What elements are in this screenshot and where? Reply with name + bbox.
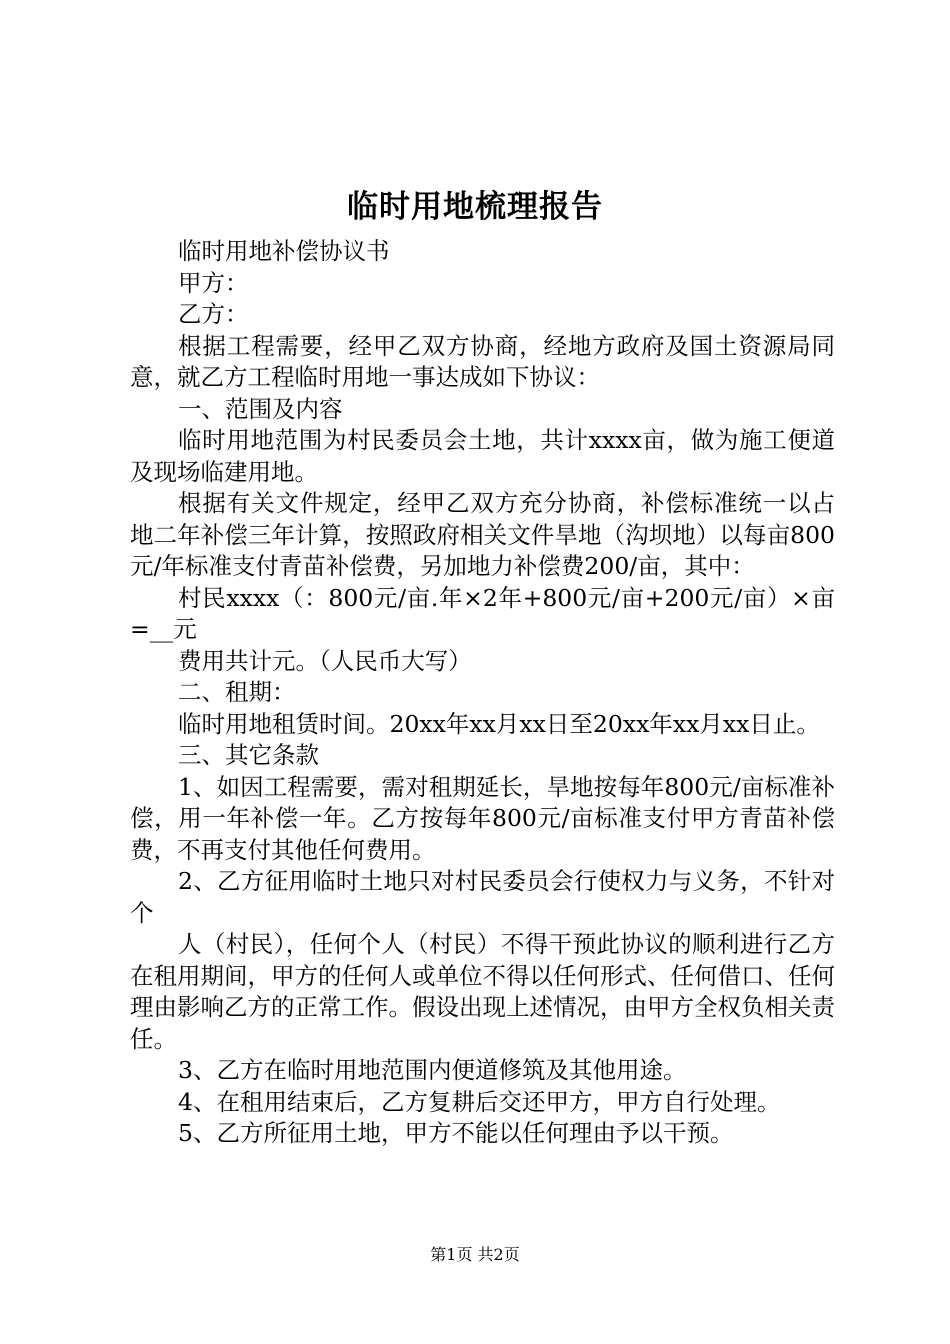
clause-2-paragraph: 2、乙方征用临时土地只对村民委员会行使权力与义务，不针对个 (130, 867, 835, 927)
page-number-footer: 第1页 共2页 (430, 1245, 520, 1264)
section-heading-other-terms: 三、其它条款 (178, 741, 319, 769)
clause-1-paragraph: 1、如因工程需要，需对租期延长，旱地按每年800元/亩标准补偿，用一年补偿一年。乙方按每年800元/亩标准支付甲方青苗补偿费，不再支付其他任何费用。 (130, 772, 835, 864)
clause-3-paragraph: 3、乙方在临时用地范围内便道修筑及其他用途。 (178, 1056, 687, 1084)
clause-5-paragraph: 5、乙方所征用土地，甲方不能以任何理由予以干预。 (178, 1119, 734, 1147)
villager-formula-paragraph: 村民xxxx（：800元/亩.年×2年+800元/亩+200元/亩）×亩=__元 (130, 583, 835, 643)
party-a-line: 甲方： (178, 268, 249, 297)
preamble-paragraph: 根据工程需要，经甲乙双方协商，经地方政府及国土资源局同意，就乙方工程临时用地一事达成如下协议： (130, 331, 835, 391)
party-b-line: 乙方： (178, 300, 249, 328)
document-title: 临时用地梳理报告 (347, 189, 603, 225)
section-heading-lease-term: 二、租期： (178, 678, 296, 706)
clause-2-continued-paragraph: 人（村民），任何个人（村民）不得干预此协议的顺利进行乙方在租用期间，甲方的任何人或单位不得以任何形式、任何借口、任何理由影响乙方的正常工作。假设出现上述情况，由甲方全权负相关责任。 (130, 930, 835, 1053)
agreement-heading: 临时用地补偿协议书 (178, 237, 390, 265)
total-fee-paragraph: 费用共计元。（人民币大写） (178, 646, 472, 675)
clause-4-paragraph: 4、在租用结束后，乙方复耕后交还甲方，甲方自行处理。 (178, 1087, 781, 1116)
document-body (130, 236, 835, 1150)
lease-term-paragraph: 临时用地租赁时间。20xx年xx月xx日至20xx年xx月xx日止。 (178, 709, 820, 738)
scope-paragraph: 临时用地范围为村民委员会土地，共计xxxx亩，做为施工便道及现场临建用地。 (130, 426, 835, 486)
compensation-paragraph: 根据有关文件规定，经甲乙双方充分协商，补偿标准统一以占地二年补偿三年计算，按照政府相关文件旱地（沟坝地）以每亩800元/年标准支付青苗补偿费，另加地力补偿费200/亩，其中： (130, 489, 835, 580)
section-heading-scope: 一、范围及内容 (178, 394, 343, 423)
